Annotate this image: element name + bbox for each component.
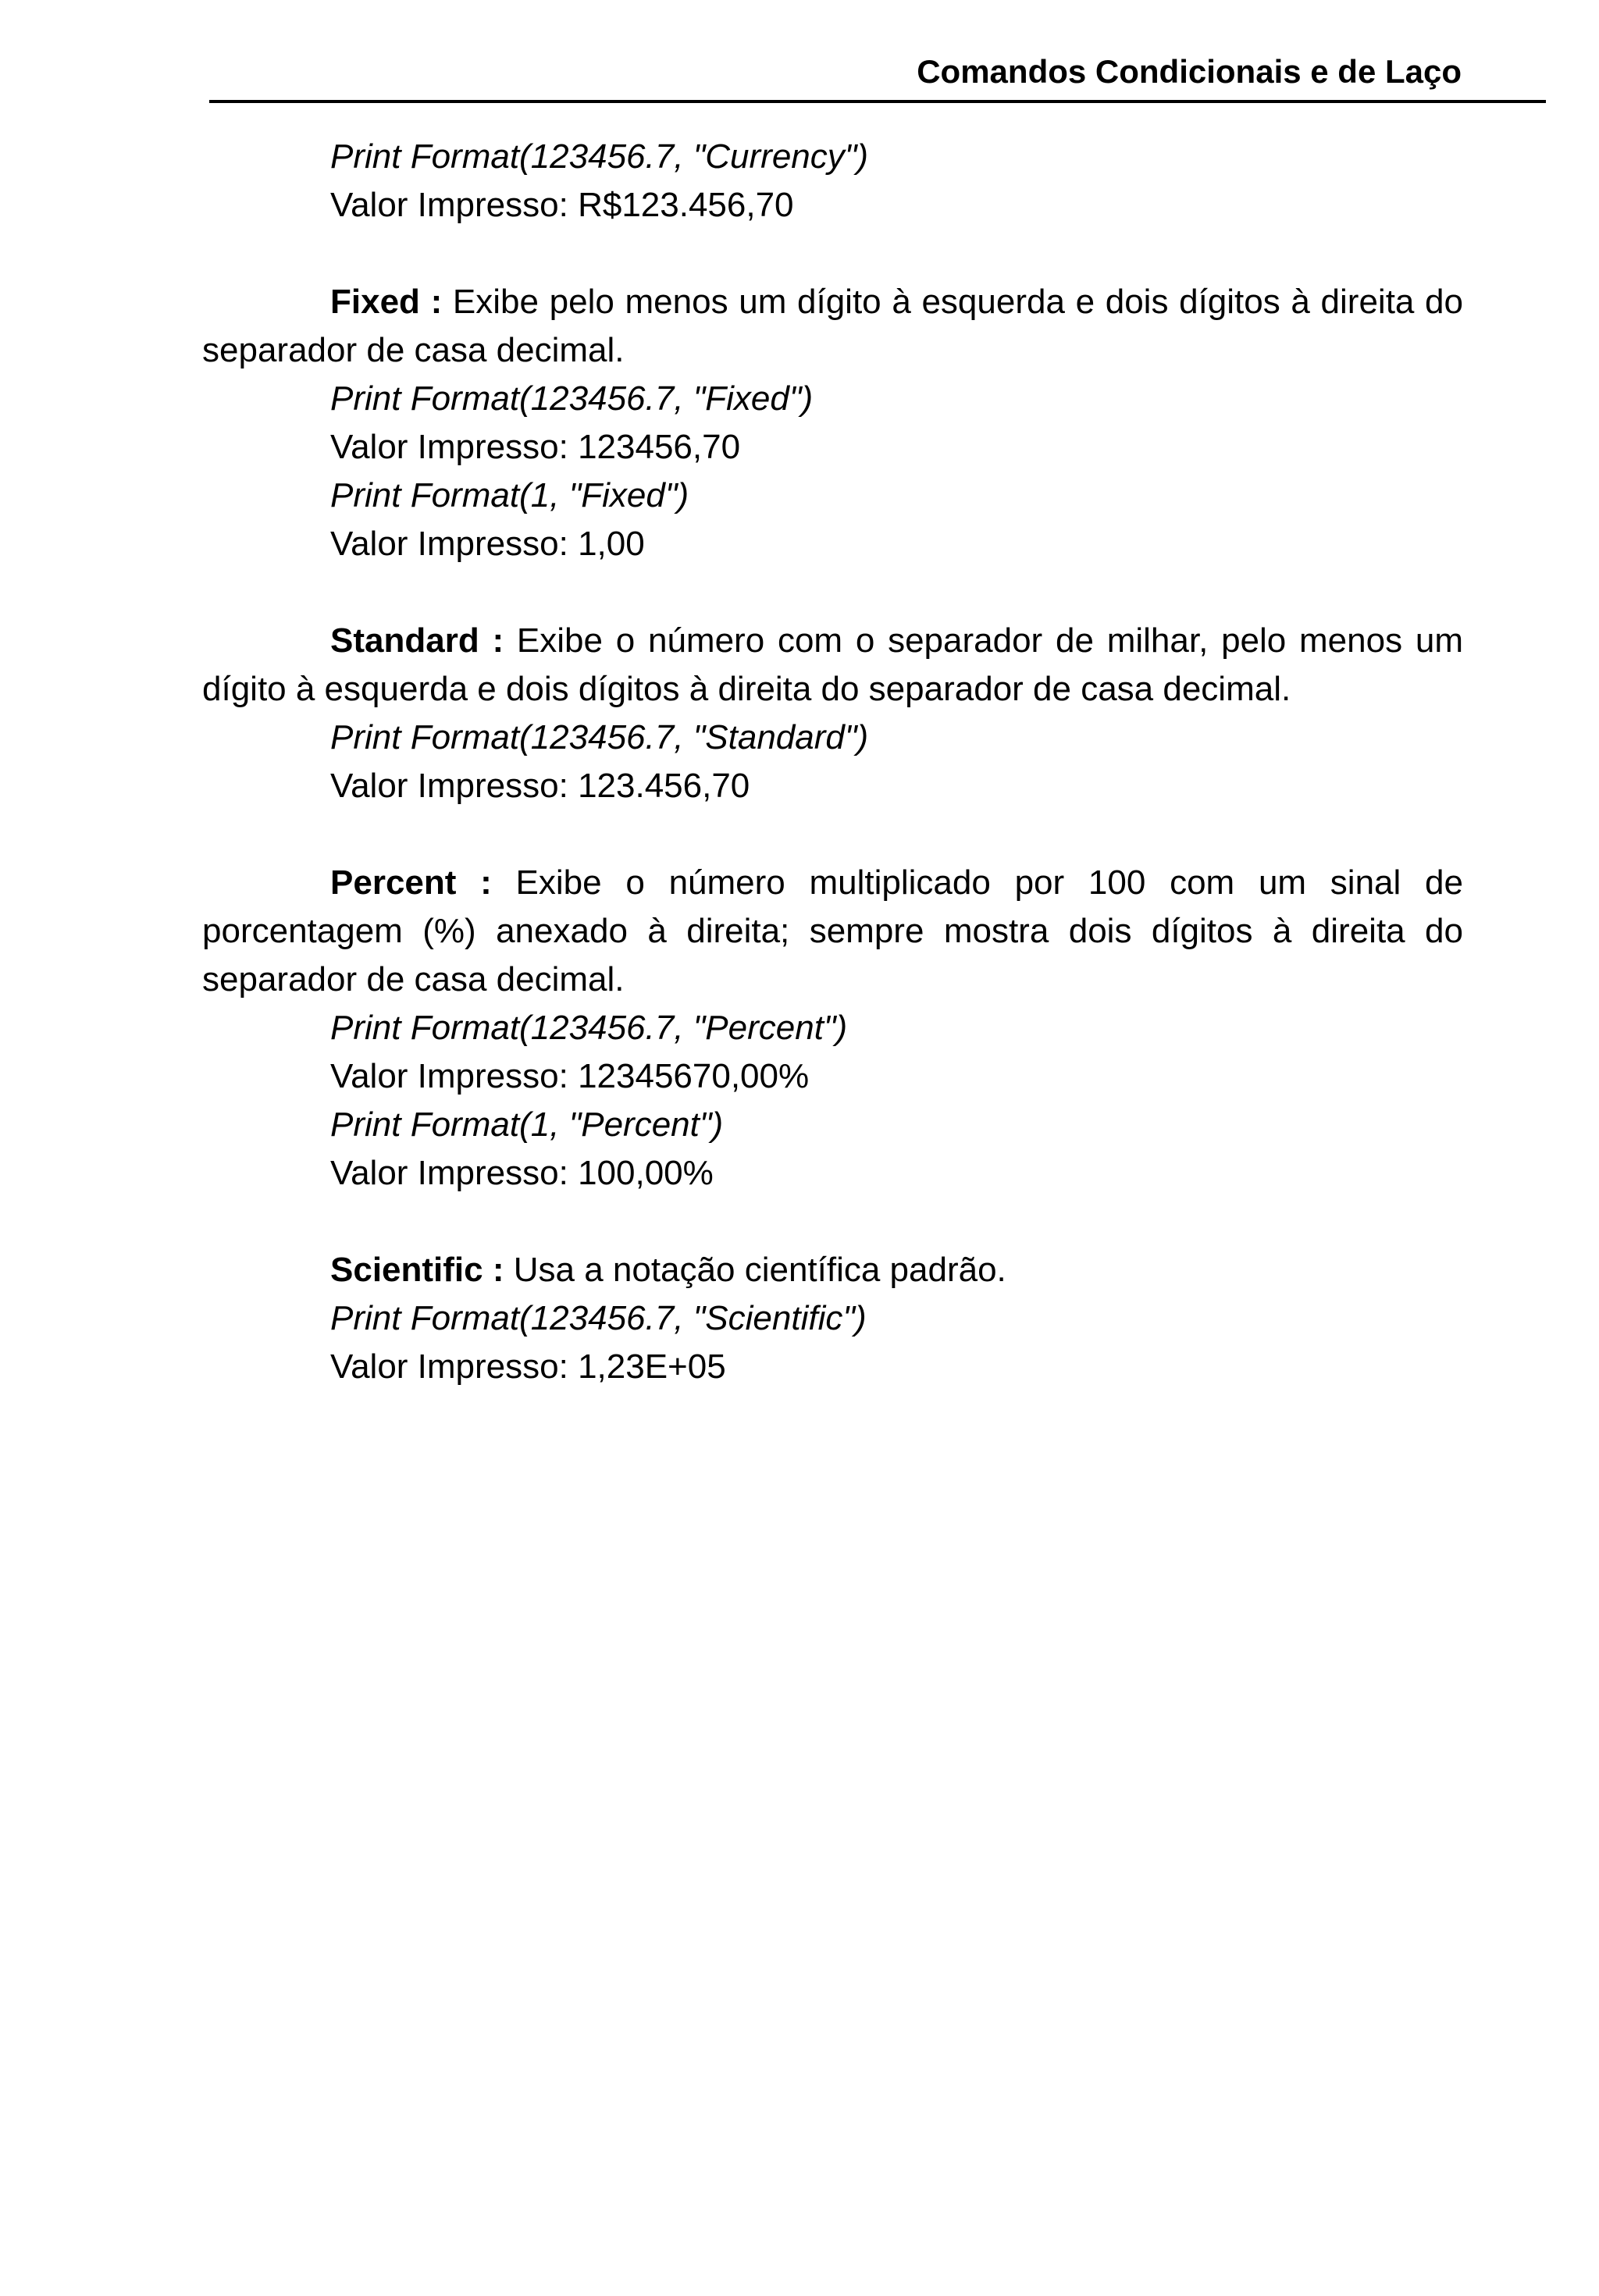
printed-value: Valor Impresso: 123.456,70 <box>330 767 750 805</box>
printed-value: Valor Impresso: 12345670,00% <box>330 1057 810 1095</box>
format-description-scientific <box>202 1246 1463 1294</box>
document-body <box>202 133 1463 1391</box>
printed-value: Valor Impresso: 100,00% <box>330 1154 714 1192</box>
printed-value: Valor Impresso: R$123.456,70 <box>330 186 794 224</box>
code-example: Print Format(123456.7, "Scientific") <box>330 1299 867 1337</box>
format-term: Standard : <box>330 621 504 660</box>
spacer <box>202 810 1463 859</box>
format-text: Exibe o número com o separador de milhar, pelo menos um dígito à esquerda e dois dígitos à direita do separador de casa decimal. <box>202 621 1463 708</box>
printed-value: Valor Impresso: 1,00 <box>330 525 645 563</box>
code-example: Print Format(1, "Fixed") <box>330 476 689 514</box>
code-example: Print Format(123456.7, "Fixed") <box>330 379 814 418</box>
format-term: Scientific : <box>330 1251 504 1289</box>
format-text: Exibe o número multiplicado por 100 com um sinal de porcentagem (%) anexado à direita; sempre mostra dois dígitos à direita do separador de casa decimal. <box>202 863 1463 998</box>
spacer <box>202 230 1463 278</box>
format-description-percent <box>202 859 1463 1004</box>
spacer <box>202 568 1463 617</box>
page-header-title: Comandos Condicionais e de Laço <box>917 53 1462 90</box>
spacer <box>202 1198 1463 1246</box>
code-example: Print Format(123456.7, "Currency") <box>330 137 869 176</box>
format-description-fixed <box>202 278 1463 375</box>
printed-value: Valor Impresso: 1,23E+05 <box>330 1347 726 1386</box>
code-example: Print Format(123456.7, "Percent") <box>330 1009 848 1047</box>
printed-value: Valor Impresso: 123456,70 <box>330 428 741 466</box>
header-rule <box>209 100 1546 103</box>
format-description-standard <box>202 617 1463 714</box>
format-term: Fixed : <box>330 283 443 321</box>
code-example: Print Format(1, "Percent") <box>330 1105 724 1144</box>
format-text: Usa a notação científica padrão. <box>504 1251 1006 1289</box>
code-example: Print Format(123456.7, "Standard") <box>330 718 869 756</box>
format-text: Exibe pelo menos um dígito à esquerda e dois dígitos à direita do separador de casa decimal. <box>202 283 1464 369</box>
format-term: Percent : <box>330 863 492 902</box>
